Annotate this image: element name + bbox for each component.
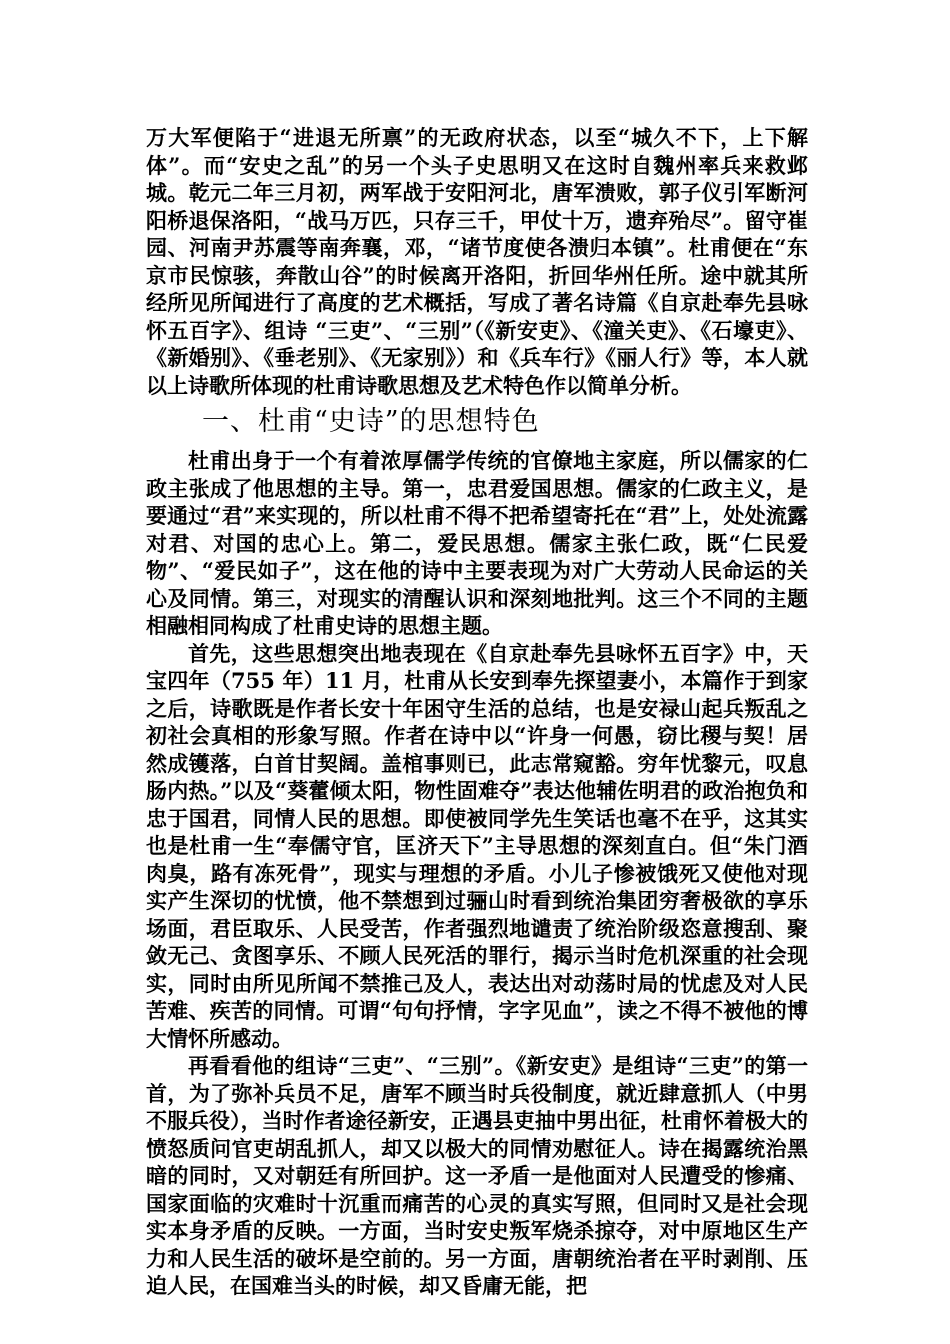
section-heading: 一、杜甫“史诗”的思想特色 bbox=[202, 406, 540, 437]
body-paragraph-2: 首先，这些思想突出地表现在《自京赴奉先县咏怀五百字》中，天宝四年（755 年）11 月，杜甫从长安到奉先探望妻小，本篇作于到家之后，诗歌既是作者长安十年困守生活的总结，也是安禄山起兵叛乱之初社会真相的形象写照。作者在诗中以“许身一何愚，窃比稷与契！居然成镬落，白首甘契阔。盖棺事则已，此志常窥豁。穷年忧黎元，叹息肠内热。”以及“葵藿倾太阳，物性固难夺”表达他辅佐明君的政治抱负和忠于国君，同情人民的思想。即使被同学先生笑话也毫不在乎，这其实也是杜甫一生“奉儒守官，匡济天下”主导思想的深刻直白。但“朱门酒肉臭，路有冻死骨”，现实与理想的矛盾。小儿子惨被饿死又使他对现实产生深切的忧愤，他不禁想到过骊山时看到统治集团穷奢极欲的享乐场面，君臣取乐、人民受苦，作者强烈地谴责了统治阶级恣意搜刮、聚敛无己、贪图享乐、不顾人民死活的罪行，揭示当时危机深重的社会现实，同时由所见所闻不禁推己及人，表达出对动荡时局的忧虑及对人民苦难、疾苦的同情。可谓“句句抒情，字字见血”，读之不得不被他的博大情怀所感动。 bbox=[146, 640, 808, 1051]
body-paragraph-3: 再看看他的组诗“三吏”、“三别”。《新安吏》是组诗“三吏”的第一首，为了弥补兵员不足，唐军不顾当时兵役制度，就近肆意抓人（中男不服兵役），当时作者途径新安，正遇县吏抽中男出征，杜甫怀着极大的愤怒质问官吏胡乱抓人，却又以极大的同情劝慰征人。诗在揭露统治黑暗的同时，又对朝廷有所回护。这一矛盾一是他面对人民遭受的惨痛、国家面临的灾难时十沉重而痛苦的心灵的真实写照，但同时又是社会现实本身矛盾的反映。一方面，当时安史叛军烧杀掠夺，对中原地区生产力和人民生活的破坏是空前的。另一方面，唐朝统治者在平时剥削、压迫人民，在国难当头的时候，却又昏庸无能，把 bbox=[146, 1053, 808, 1298]
intro-paragraph: 万大军便陷于“进退无所禀”的无政府状态，以至“城久不下，上下解体”。而“安史之乱”的另一个头子史思明又在这时自魏州率兵来救邺城。乾元二年三月初，两军战于安阳河北，唐军溃败，郭子仪引军断河阳桥退保洛阳，“战马万匹，只存三千，甲仗十万，遗弃殆尽”。留守崔园、河南尹苏震等南奔襄，邓，“诸节度使各溃归本镇”。杜甫便在“东京市民惊骇，奔散山谷”的时候离开洛阳，折回华州任所。途中就其所经所见所闻进行了高度的艺术概括，写成了著名诗篇《自京赴奉先县咏怀五百字》、组诗 “三吏”、“三别”（《新安吏》、《潼关吏》、《石壕吏》、《新婚别》、《垂老别》、《无家别》）和《兵车行》《丽人行》等，本人就以上诗歌所体现的杜甫诗歌思想及艺术特色作以简单分析。 bbox=[146, 125, 808, 398]
document-page bbox=[146, 124, 808, 1300]
body-paragraph-1: 杜甫出身于一个有着浓厚儒学传统的官僚地主家庭，所以儒家的仁政主张成了他思想的主导。第一，忠君爱国思想。儒家的仁政主义，是要通过“君”来实现的，所以杜甫不得不把希望寄托在“君”上，处处流露对君、对国的忠心上。第二，爱民思想。儒家主张仁政，既“仁民爱物”、“爱民如子”，这在他的诗中主要表现为对广大劳动人民命运的关心及同情。第三，对现实的清醒认识和深刻地批判。这三个不同的主题相融相同构成了杜甫史诗的思想主题。 bbox=[146, 448, 808, 638]
